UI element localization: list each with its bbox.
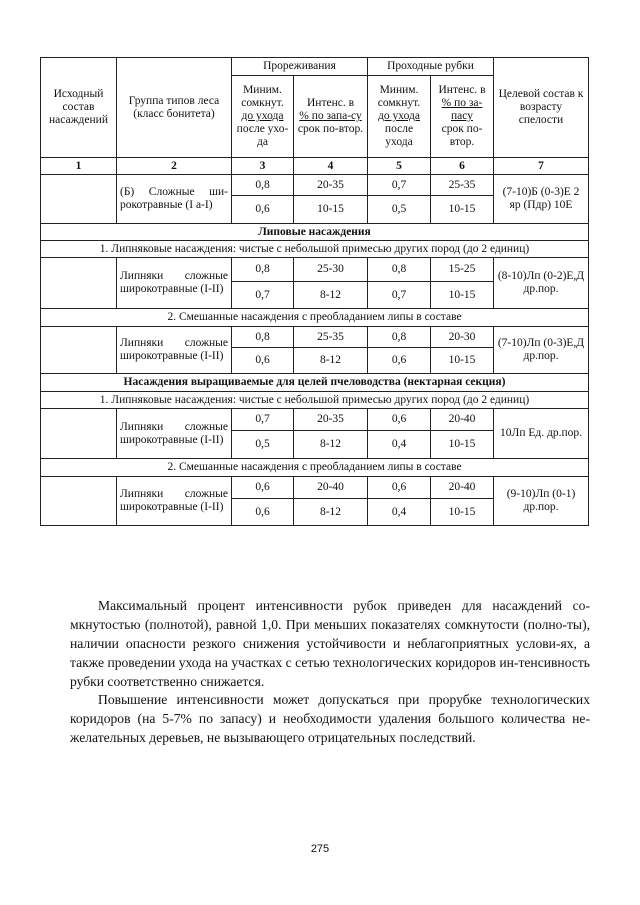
forest-care-table xyxy=(40,57,589,526)
forest-group-cell: (Б) Сложные ши-рокотравные (I а-I) xyxy=(117,175,232,224)
column-numbers-row: 1 2 3 4 5 6 7 xyxy=(41,158,589,175)
table-row: 0,5 8-12 0,4 10-15 xyxy=(41,431,589,459)
header-min-closure-2: Миним. сомкнут. до ухода после ухода xyxy=(368,76,431,158)
target-cell: (8-10)Лп (0-2)Е,Д др.пор. xyxy=(494,258,589,309)
header-intensity-2: Интенс. в % по за-пасу срок по-втор. xyxy=(431,76,494,158)
header-intensity: Интенс. в % по запа-су срок по-втор. xyxy=(294,76,368,158)
header-target: Целевой состав к возрасту спелости xyxy=(494,58,589,158)
forest-group-cell: Липняки сложные широкотравные (I-II) xyxy=(117,409,232,459)
table-row: Липняки сложные широкотравные (I-II) 0,6 20-40 0,6 20-40 (9-10)Лп (0-1) др.пор. xyxy=(41,477,589,499)
table-row: 0,6 8-12 0,4 10-15 xyxy=(41,499,589,526)
subsection-3: 1. Липняковые насаждения: чистые с небольшой примесью других пород (до 2 единиц) xyxy=(41,392,589,409)
table-row: Липняки сложные широкотравные (I-II) 0,8 25-30 0,8 15-25 (8-10)Лп (0-2)Е,Д др.пор. xyxy=(41,258,589,282)
table-row: 0,6 10-15 0,5 10-15 xyxy=(41,196,589,224)
table-row: Липняки сложные широкотравные (I-II) 0,8 25-35 0,8 20-30 (7-10)Лп (0-3)Е,Д др.пор. xyxy=(41,327,589,348)
subsection-4: 2. Смешанные насаждения с преобладанием липы в составе xyxy=(41,459,589,477)
page-number: 275 xyxy=(310,843,330,855)
header-thinning: Прореживания xyxy=(232,58,368,76)
forest-group-cell: Липняки сложные широкотравные (I-II) xyxy=(117,327,232,374)
section-beekeeping: Насаждения выращиваемые для целей пчеловодства (нектарная секция) xyxy=(41,374,589,392)
target-cell: (9-10)Лп (0-1) др.пор. xyxy=(494,477,589,526)
header-initial: Исходный состав насаждений xyxy=(41,58,117,158)
subsection-1: 1. Липняковые насаждения: чистые с небольшой примесью других пород (до 2 единиц) xyxy=(41,241,589,258)
forest-group-cell: Липняки сложные широкотравные (I-II) xyxy=(117,477,232,526)
target-cell: (7-10)Б (0-3)Е 2 яр (Пдр) 10Е xyxy=(494,175,589,224)
table-row: 0,6 8-12 0,6 10-15 xyxy=(41,348,589,374)
section-linden: Липовые насаждения xyxy=(41,224,589,241)
table-row: (Б) Сложные ши-рокотравные (I а-I) 0,8 20-35 0,7 25-35 (7-10)Б (0-3)Е 2 яр (Пдр) 10Е xyxy=(41,175,589,196)
paragraph-1: Максимальный процент интенсивности рубок приведен для насаждений со-мкнутостью (полнотой), равной 1,0. При меньших показателях сомкнутости (полно-ты), наличии опасности резкого снижения устойчивости и неблагоприятных услови-ях, а также проведении ухода на участках с сетью технологических коридоров ин-тенсивность рубки соответственно снижается. xyxy=(70,598,590,689)
paragraph-2: Повышение интенсивности может допускаться при прорубке технологических коридоров (на 5-7% по запасу) и необходимости удаления большого количества не-желательных деревьев, не вызывающего отрицательных последствий. xyxy=(70,692,590,745)
header-min-closure: Миним. сомкнут. до ухода после ухо-да xyxy=(232,76,294,158)
target-cell: (7-10)Лп (0-3)Е,Д др.пор. xyxy=(494,327,589,374)
target-cell: 10Лп Ед. др.пор. xyxy=(494,409,589,459)
forest-group-cell: Липняки сложные широкотравные (I-II) xyxy=(117,258,232,309)
table-row: 0,7 8-12 0,7 10-15 xyxy=(41,282,589,309)
header-forest-group: Группа типов леса (класс бонитета) xyxy=(117,58,232,158)
table-row: Липняки сложные широкотравные (I-II) 0,7 20-35 0,6 20-40 10Лп Ед. др.пор. xyxy=(41,409,589,431)
subsection-2: 2. Смешанные насаждения с преобладанием липы в составе xyxy=(41,309,589,327)
header-passage: Проходные рубки xyxy=(368,58,494,76)
